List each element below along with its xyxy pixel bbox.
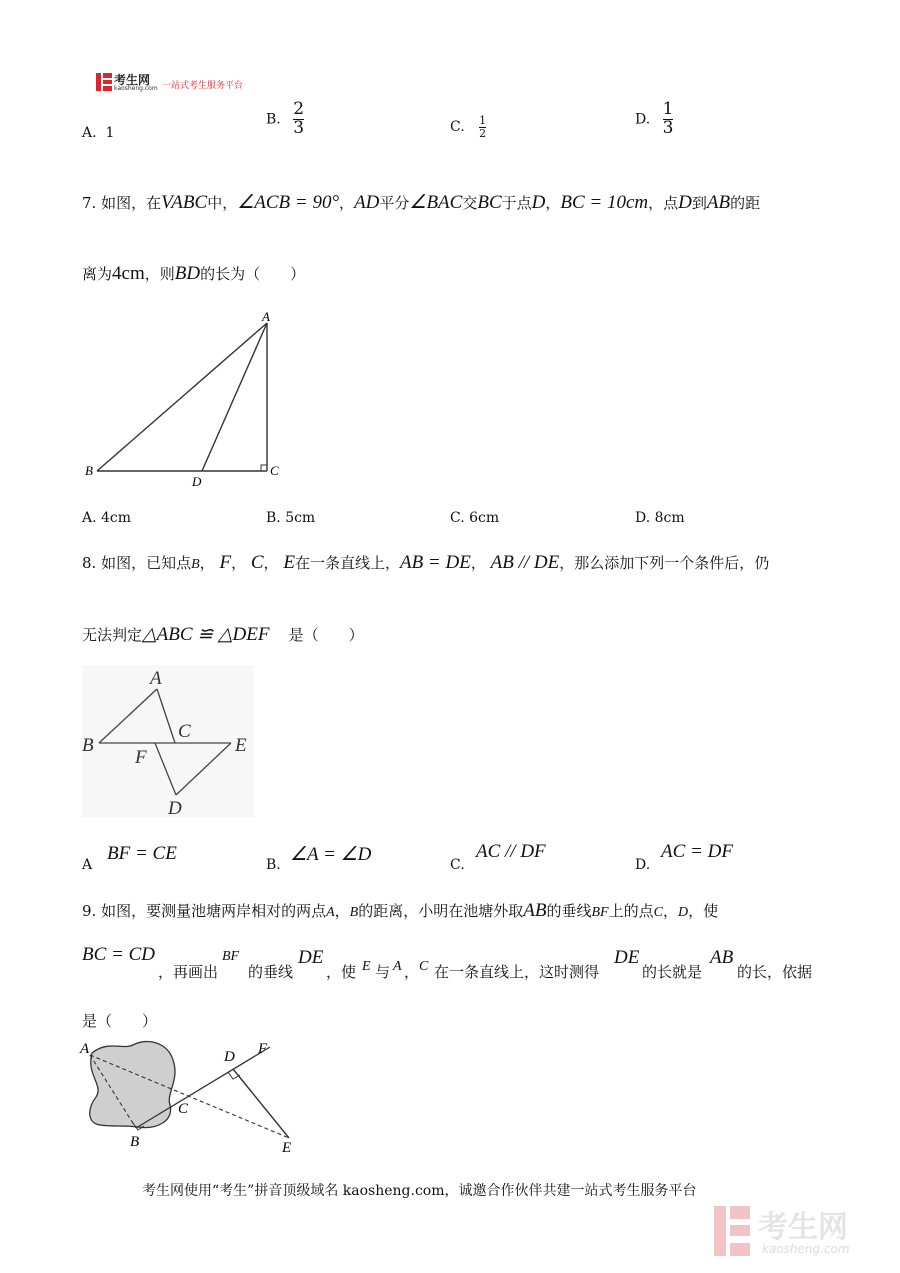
q9-line-3: 是（ ） bbox=[82, 1012, 158, 1030]
logo-slogan: 一站式考生服务平台 bbox=[162, 81, 244, 91]
q7-option-b[interactable]: B. 5cm bbox=[266, 510, 316, 526]
label-a: A bbox=[80, 1041, 90, 1057]
segment-de bbox=[233, 1069, 289, 1138]
segment-ab bbox=[97, 323, 267, 471]
label-c: C bbox=[178, 1101, 189, 1117]
right-angle-mark bbox=[261, 465, 267, 471]
label-e: E bbox=[235, 735, 247, 756]
segment-ad bbox=[202, 323, 267, 471]
fraction: $\frac{2}{3}$ bbox=[293, 99, 305, 138]
q7-option-d[interactable]: D. 8cm bbox=[635, 510, 685, 526]
q8-figure bbox=[82, 665, 254, 817]
q8-option-a[interactable]: A BF = CE bbox=[82, 843, 177, 873]
fraction: $\frac{1}{2}$ bbox=[479, 114, 487, 140]
q8-option-c[interactable]: C. AC // DF bbox=[450, 841, 546, 873]
label-e: E bbox=[282, 1140, 292, 1156]
label-d: D bbox=[192, 474, 202, 489]
logo-mark-icon bbox=[96, 73, 112, 91]
q6-option-a[interactable]: A. 1 bbox=[82, 125, 115, 141]
q6-option-d[interactable]: D. $\frac{1}{3}$ bbox=[635, 99, 674, 138]
footer-text: 考生网使用“考生”拼音顶级域名 kaosheng.com，诚邀合作伙伴共建一站式考生服务平台 bbox=[142, 1183, 697, 1199]
label-b: B bbox=[85, 463, 93, 478]
q7-option-a[interactable]: A. 4cm bbox=[82, 510, 132, 526]
q7-line-1: 7. 如图，在VABC中，∠ACB = 90°，AD平分∠BAC交BC于点D，BC = 10cm，点D到AB的距 bbox=[82, 192, 761, 213]
label-c: C bbox=[178, 721, 191, 742]
label-a: A bbox=[262, 309, 270, 324]
watermark-mark-icon bbox=[714, 1206, 750, 1256]
q9-line-2: BC = CD ，再画出 BF 的垂线 DE ，使 E 与 A ， C 在一条直线上，这时测得 DE 的长就是 AB 的长，依据 bbox=[82, 944, 813, 981]
logo-en-text: kaosheng.com bbox=[114, 85, 158, 92]
q6-option-b[interactable]: B. $\frac{2}{3}$ bbox=[266, 99, 305, 138]
header-logo bbox=[96, 71, 266, 93]
watermark-cn: 考生网 bbox=[758, 1210, 848, 1245]
label-f: F bbox=[258, 1041, 268, 1057]
fraction: $\frac{1}{3}$ bbox=[662, 99, 674, 138]
label-d: D bbox=[224, 1049, 235, 1065]
label-c: C bbox=[270, 463, 279, 478]
q9-line-1: 9. 如图，要测量池塘两岸相对的两点A，B的距离，小明在池塘外取AB的垂线BF上的点C，D，使 bbox=[82, 900, 719, 921]
watermark-en: kaosheng.com bbox=[762, 1242, 850, 1256]
footer-watermark bbox=[714, 1202, 884, 1260]
right-angle-mark-d bbox=[228, 1072, 240, 1079]
q8-option-b[interactable]: B. ∠A = ∠D bbox=[266, 844, 372, 873]
q7-line-2: 离为4cm，则BD的长为（ ） bbox=[82, 263, 306, 284]
q6-option-c[interactable]: C. $\frac{1}{2}$ bbox=[450, 114, 487, 140]
label-b: B bbox=[82, 735, 94, 756]
label-b: B bbox=[130, 1134, 140, 1150]
q7-option-c[interactable]: C. 6cm bbox=[450, 510, 500, 526]
logo-cn-text: 考生网 bbox=[114, 73, 151, 87]
figure-background bbox=[82, 665, 254, 817]
q7-figure bbox=[80, 305, 300, 490]
q8-line-1: 8. 如图，已知点B， F， C， E在一条直线上，AB = DE， AB // DE，那么添加下列一个条件后，仍 bbox=[82, 552, 770, 573]
q9-figure bbox=[78, 1035, 308, 1157]
label-d: D bbox=[168, 798, 182, 817]
q8-option-d[interactable]: D. AC = DF bbox=[635, 841, 733, 873]
pond-shape bbox=[90, 1041, 175, 1127]
label-f: F bbox=[135, 747, 147, 768]
q8-line-2: 无法判定△ABC ≌ △DEF 是（ ） bbox=[82, 624, 364, 645]
label-a: A bbox=[150, 668, 162, 689]
